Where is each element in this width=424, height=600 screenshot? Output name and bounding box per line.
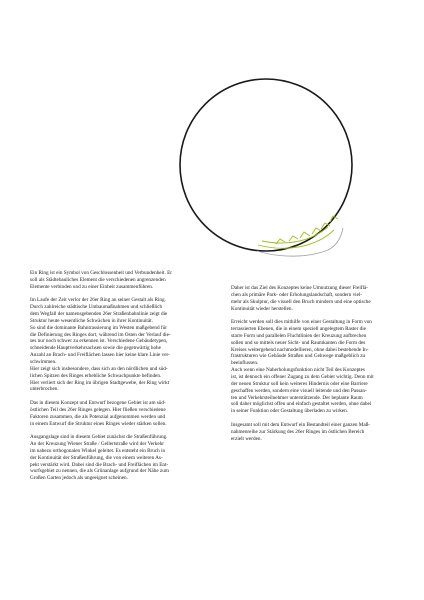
left-text-column bbox=[30, 270, 209, 489]
paragraph: Das in diesem Konzept und Entwurf bezogene Gebiet ist am süd- östlichen Teil des 26er Ringes gelegen. Hier fließen verschiedene Faktoren zusammen, die als Potenzial aufgenommen werden und in einem Entwurf die Struktur eines Ringes wieder stärken sollen. bbox=[30, 400, 167, 427]
ring-circle bbox=[180, 79, 352, 251]
paragraph: Erreicht werden soll dies mithilfe von einer Gestaltung in Form von terrassierten Ebenen, die in einem speziell angelegtem Raster die starre Form und parallelen Fluchtlinien der Kreuzung aufbrechen sollen und so mittels neuer Sicht- und Raumkanten die Form des Kreises weitergehend nachmodellieren, ohne dabei bestehende In- frastrukturen wie Gebäude Straßen und Gehwege maßgeblich zu beeinflussen. Auch wenn eine Naherholungsfunktion nicht Teil des Konzeptes ist, ist dennoch ein offener Zugang zu dem Gebiet wichtig. Denn mit der neuen Struktur soll kein weiteres Hindernis oder eine Barriere geschaffen werden, sondern eine visuell leitende und den Passan- ten und Verkehrsteilnehmer unterstützende. Der beplante Raum soll daher möglichst offen und einfach gestaltet werden, ohne dabei in seiner Funktion oder Gestaltung überladen zu wirken. bbox=[231, 319, 374, 415]
paragraph: Insgesamt soll mit dem Entwurf ein Bestandteil einer ganzen Maß- nahmenreihe zur Stärkung des 26er Ringes im östlichen Bereich erzielt werden. bbox=[231, 421, 371, 442]
paragraph: Im Laufe der Zeit verlor der 26er Ring an seiner Gestalt als Ring. Durch zahlreiche städtische Umbaumaßnahmen und schließlich dem Wegfall der namensgebenden 26er Straßenbahnlinie zeigt die Struktur heute wesentliche Schwächen in ihrer Kontinuität. So sind die dominante Bahntrassierung im Westen maßgebend für die Definierung des Ringes dort, während im Osten der Verlauf die- ses nur noch schwer zu erkennen ist. Verschiedene Gebäudetypen, schneidende Hauptverkehrsachsen sowie die gegenwärtig hohe Anzahl an Brach- und Freiflächen lassen hier keine klare Linie ver- schwimmen. Hier zeigt sich insbesondere, dass sich an den nördlichen und süd- lichen Spitzen des Ringes erhebliche Schwachpunkte befinden. Hier verliert sich der Ring im übrigen Stadtgewebe, der Ring wirkt unterbrochen. bbox=[30, 297, 171, 393]
terrace-accent bbox=[258, 216, 338, 248]
right-text-column bbox=[231, 285, 401, 449]
paragraph: Daher ist das Ziel des Konzeptes keine Umnutzung dieser Freiflä- chen als primäre Park- oder Erholungslandschaft, sondern viel- mehr als Skulptur, die visuell den Bruch mindern und eine optische Kontinuität wieder herstellen. bbox=[231, 285, 371, 312]
paragraph: Ausgangslage sind in diesem Gebiet zunächst die Straßenführung. An der Kreuzung Wiener Straße / Gellertstraße wird der Verkehr im nahezu orthogonalen Winkel geleitet. Es entsteht ein Bruch in der Kontinuität der Straßenführung, die von einem weiteren As- pekt verstärkt wird. Dabei sind die Brach- und Freiflächen im Ent- wurfsgebiet zu nennen, die als Grünanlage aufgrund der Nähe zum Großen Garten jedoch als ungeeignet scheinen. bbox=[30, 434, 169, 482]
paragraph: Ein Ring ist ein Symbol von Geschlossenheit und Verbundenheit. Er soll als Städtebauliches Element die verschiedenen angrenzenden Elemente verbinden und zu einer Einheit zusammenführen. bbox=[30, 270, 172, 290]
